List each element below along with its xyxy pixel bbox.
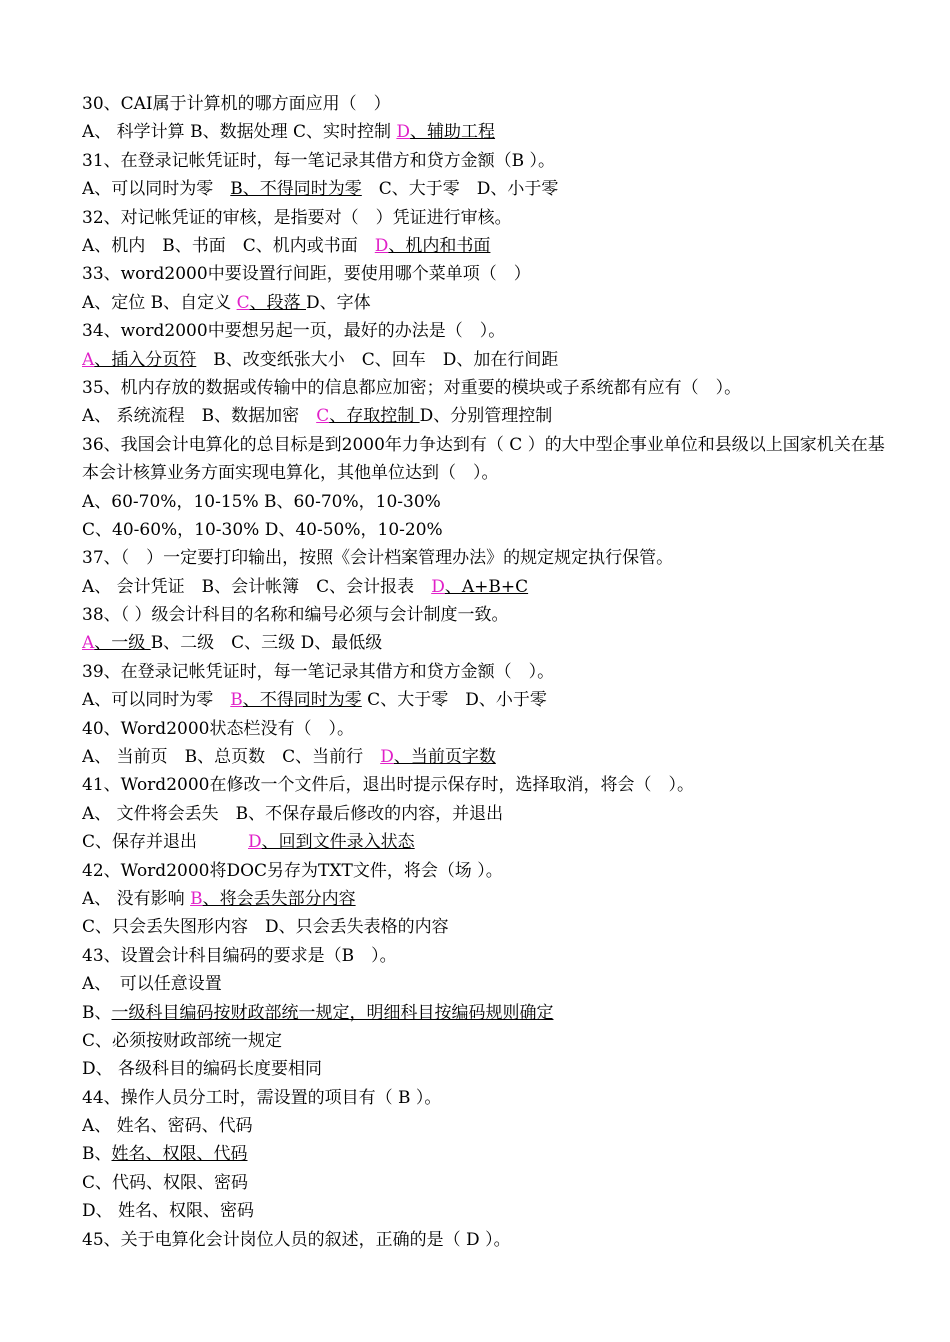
text-segment: 32、对记帐凭证的审核，是指要对（ ）凭证进行审核。	[82, 207, 512, 228]
text-line	[82, 1140, 888, 1168]
text-line	[82, 118, 888, 146]
text-line	[82, 147, 888, 175]
text-segment: A、机内 B、书面 C、机内或书面	[82, 235, 375, 256]
text-line	[82, 544, 888, 572]
underlined-answer: D	[374, 235, 389, 256]
text-line	[82, 999, 888, 1027]
text-segment: A、 科学计算 B、数据处理 C、实时控制	[82, 122, 397, 143]
text-segment: D、 各级科目的编码长度要相同	[82, 1059, 323, 1080]
text-segment: A、定位 B、自定义	[82, 292, 237, 313]
text-segment: A、 系统流程 B、数据加密	[82, 406, 317, 427]
text-segment: 43、设置会计科目编码的要求是（B ）。	[82, 945, 397, 966]
text-segment: 39、在登录记帐凭证时，每一笔记录其借方和贷方金额（ ）。	[82, 661, 555, 682]
text-line	[82, 317, 888, 345]
text-segment: A、 可以任意设置	[82, 974, 222, 995]
underlined-answer: 、段落	[249, 292, 306, 313]
text-segment: 35、机内存放的数据或传输中的信息都应加密；对重要的模块或子系统都有应有（ ）。	[82, 377, 742, 398]
text-line	[82, 289, 888, 317]
text-segment: 38、（ ）级会计科目的名称和编号必须与会计制度一致。	[82, 605, 509, 626]
text-segment: C、大于零 D、小于零	[361, 690, 547, 711]
text-line	[82, 828, 888, 856]
underlined-answer: D	[380, 747, 394, 768]
text-line	[82, 658, 888, 686]
text-segment: 40、Word2000状态栏没有（ ）。	[82, 718, 354, 739]
text-segment: 44、操作人员分工时，需设置的项目有（ B ）。	[82, 1087, 442, 1108]
text-segment: 33、word2000中要设置行间距，要使用哪个菜单项（ ）	[82, 264, 531, 285]
text-line	[82, 629, 888, 657]
text-line	[82, 1055, 888, 1083]
question-list	[82, 90, 888, 1254]
text-segment: 41、Word2000在修改一个文件后，退出时提示保存时，选择取消，将会（ ）。	[82, 775, 694, 796]
text-segment: 34、word2000中要想另起一页，最好的办法是（ ）。	[82, 321, 506, 342]
text-line	[82, 1027, 888, 1055]
text-segment: A、 姓名、密码、代码	[82, 1116, 253, 1137]
text-line	[82, 1112, 888, 1140]
underlined-answer: 、将会丢失部分内容	[202, 888, 356, 909]
text-line	[82, 715, 888, 743]
text-segment: 31、在登录记帐凭证时，每一笔记录其借方和贷方金额（B ）。	[82, 150, 556, 171]
text-line	[82, 885, 888, 913]
underlined-answer: B、不得同时为零	[230, 179, 362, 200]
underlined-answer: B	[230, 690, 243, 711]
text-segment: B、	[82, 1002, 112, 1023]
text-segment: C、40-60%，10-30% D、40-50%，10-20%	[82, 519, 443, 540]
underlined-answer: C	[316, 406, 330, 427]
underlined-answer: C	[236, 292, 250, 313]
text-line	[82, 175, 888, 203]
underlined-answer: 、A+B+C	[444, 576, 529, 597]
text-line	[82, 1197, 888, 1225]
text-line	[82, 601, 888, 629]
text-segment: C、大于零 D、小于零	[361, 179, 559, 200]
text-line	[82, 970, 888, 998]
text-line	[82, 1226, 888, 1254]
text-segment: D、 姓名、权限、密码	[82, 1201, 255, 1222]
text-line	[82, 913, 888, 941]
underlined-answer: 一级科目编码按财政部统一规定，明细科目按编码规则确定	[111, 1002, 554, 1023]
text-segment: A、 没有影响	[82, 888, 191, 909]
underlined-answer: 、存取控制	[329, 406, 420, 427]
text-line	[82, 374, 888, 402]
text-segment: C、保存并退出	[82, 832, 249, 853]
underlined-answer: A	[82, 349, 95, 370]
underlined-answer: B	[190, 888, 203, 909]
text-segment: A、60-70%，10-15% B、60-70%，10-30%	[82, 491, 441, 512]
text-line	[82, 857, 888, 885]
text-segment: C、必须按财政部统一规定	[82, 1030, 283, 1051]
underlined-answer: D	[431, 576, 445, 597]
text-line	[82, 346, 888, 374]
text-line	[82, 942, 888, 970]
text-line	[82, 204, 888, 232]
text-line	[82, 260, 888, 288]
text-line	[82, 90, 888, 118]
text-line	[82, 771, 888, 799]
text-segment: A、 会计凭证 B、会计帐簿 C、会计报表	[82, 576, 432, 597]
text-segment: 30、CAI属于计算机的哪方面应用（ ）	[82, 94, 391, 114]
underlined-answer: A	[82, 633, 95, 654]
text-segment: A、 文件将会丢失 B、不保存最后修改的内容，并退出	[82, 803, 504, 824]
underlined-answer: D	[396, 122, 411, 143]
text-line	[82, 800, 888, 828]
text-segment: 45、关于电算化会计岗位人员的叙述，正确的是（ D ）。	[82, 1229, 511, 1250]
text-line	[82, 1084, 888, 1112]
text-line	[82, 573, 888, 601]
underlined-answer: D	[248, 832, 262, 853]
underlined-answer: 、辅助工程	[410, 122, 496, 143]
text-segment: D、分别管理控制	[419, 406, 553, 427]
text-line	[82, 743, 888, 771]
underlined-answer: 、当前页字数	[393, 747, 496, 768]
text-segment: A、可以同时为零	[82, 179, 231, 200]
underlined-answer: 、机内和书面	[388, 235, 491, 256]
underlined-answer: 、插入分页符	[94, 349, 197, 370]
text-segment: 42、Word2000将DOC另存为TXT文件，将会（场 ）。	[82, 860, 503, 881]
text-segment: B、改变纸张大小 C、回车 D、加在行间距	[196, 349, 559, 370]
text-segment: B、	[82, 1144, 112, 1165]
underlined-answer: 、不得同时为零	[242, 690, 362, 711]
text-segment: C、只会丢失图形内容 D、只会丢失表格的内容	[82, 917, 449, 938]
underlined-answer: 姓名、权限、代码	[111, 1144, 248, 1165]
text-segment: A、可以同时为零	[82, 690, 231, 711]
text-line	[82, 402, 888, 430]
underlined-answer: 、回到文件录入状态	[261, 832, 415, 853]
text-segment: D、字体	[306, 292, 371, 313]
text-line	[82, 431, 888, 488]
underlined-answer: 、一级	[94, 633, 151, 654]
text-line	[82, 488, 888, 516]
text-segment: 37、（ ）一定要打印输出，按照《会计档案管理办法》的规定规定执行保管。	[82, 548, 674, 569]
text-line	[82, 516, 888, 544]
text-line	[82, 232, 888, 260]
text-segment: 36、我国会计电算化的总目标是到2000年力争达到有（ C ）的大中型企事业单位和县级以上国家机关在基本会计核算业务方面实现电算化，其他单位达到（ ）。	[82, 434, 885, 484]
text-line	[82, 686, 888, 714]
text-segment: C、代码、权限、密码	[82, 1172, 249, 1193]
text-segment: A、 当前页 B、总页数 C、当前行	[82, 747, 381, 768]
text-segment: B、二级 C、三级 D、最低级	[150, 633, 383, 654]
text-line	[82, 1169, 888, 1197]
